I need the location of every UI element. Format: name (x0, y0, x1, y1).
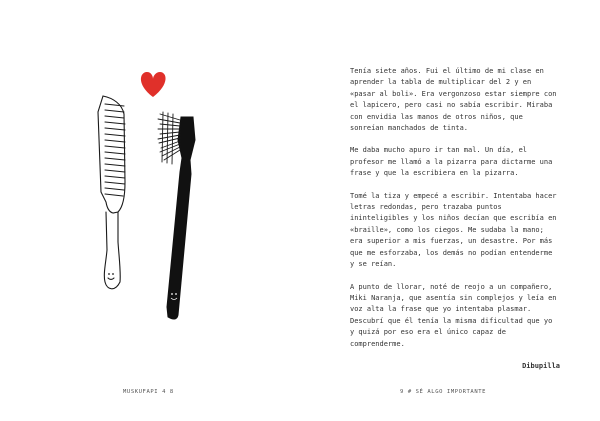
footer-left: MUSKUFAPI 4 8 (123, 389, 174, 395)
paragraph-3: Tomé la tiza y empecé a escribir. Intentaba hacer letras redondas, pero trazaba puntos ininteligibles y los niños decían que escribía en «braille», como los ciegos. Me sudaba la mano; era superior a mis fuerzas, un desastre. Por más que me esforzaba, los demás no podían entenderme y se reían. (350, 191, 557, 269)
signature: Dibupilla (522, 361, 560, 370)
paragraph-1: Tenía siete años. Fui el último de mi clase en aprender la tabla de multiplicar del 2 y en «pasar al boli». Era vergonzoso estar siempre con el lapicero, pero casi no sabía escribir. Miraba con envidia las manos de otros niños, que sonreían manchados de tinta. (350, 67, 557, 133)
comb-drawing (98, 96, 125, 289)
paragraph-2: Me daba mucho apuro ir tan mal. Un día, el profesor me llamó a la pizarra para dictarme una frase y que la escribiera en la pizarra. (350, 146, 553, 178)
toothbrush-drawing (158, 112, 195, 319)
story-text (350, 66, 560, 372)
illustration (78, 62, 228, 322)
heart-icon (141, 72, 166, 97)
paragraph-4: A punto de llorar, noté de reojo a un compañero, Miki Naranja, que asentía sin complejos y leía en voz alta la frase que yo intentaba plasmar. Descubrí que él tenía la misma dificultad que yo y quizá por eso era el único capaz de comprenderme. (350, 282, 557, 348)
footer-right: 9 # SÉ ALGO IMPORTANTE (400, 389, 487, 395)
